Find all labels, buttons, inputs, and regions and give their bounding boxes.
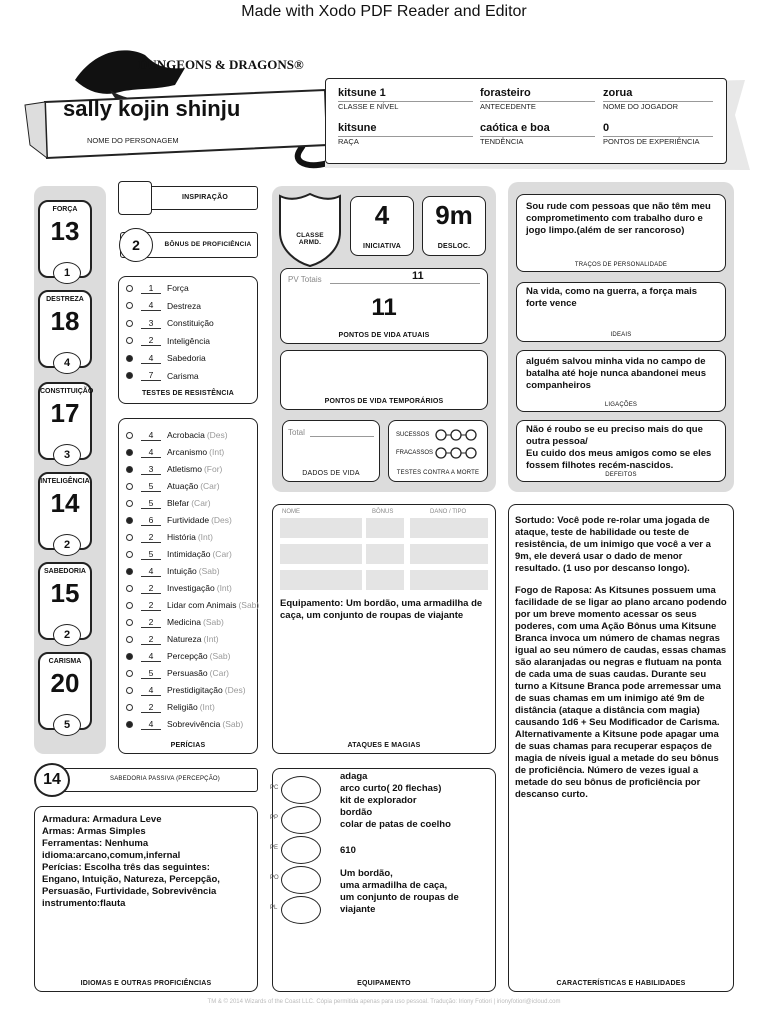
flaws-text-1: Não é roubo se eu preciso mais do que outra pessoa/ bbox=[526, 424, 703, 447]
skill-attribute: (Sab) bbox=[203, 617, 224, 627]
skill-name: Intimidação bbox=[167, 549, 211, 559]
features-label: CARACTERÍSTICAS E HABILIDADES bbox=[556, 980, 686, 987]
coin-label: PE bbox=[270, 845, 279, 851]
skill-value[interactable]: 3 bbox=[141, 464, 161, 475]
hit-dice-total-label: Total bbox=[288, 428, 305, 437]
skill-attribute: (Sab) bbox=[209, 651, 231, 661]
skill-name: Medicina bbox=[167, 617, 202, 627]
bonds-text: alguém salvou minha vida no campo de batalha até hoje nunca abandonei meus companheiros bbox=[526, 356, 707, 391]
proficiency-circle[interactable]: 2 bbox=[119, 228, 153, 262]
header-area bbox=[15, 30, 755, 170]
class-level-label: CLASSE E NÍVEL bbox=[338, 102, 399, 111]
skill-name: Investigação bbox=[167, 583, 215, 593]
skill-name: Prestidigitação bbox=[167, 685, 223, 695]
coin-box[interactable] bbox=[270, 866, 321, 894]
attack-cell[interactable] bbox=[366, 570, 404, 590]
equipment-item: kit de explorador bbox=[340, 795, 417, 806]
skill-attribute: (Car) bbox=[200, 481, 220, 491]
armor-class-shield-icon[interactable] bbox=[278, 192, 342, 268]
skill-row[interactable] bbox=[126, 479, 220, 493]
attribute-modifier[interactable]: 2 bbox=[53, 624, 81, 646]
skill-row[interactable] bbox=[126, 717, 243, 731]
skill-row[interactable] bbox=[126, 530, 213, 544]
attribute-name: CONSTITUIÇÃO bbox=[40, 388, 94, 395]
passive-perception-value[interactable]: 14 bbox=[34, 763, 70, 797]
skill-attribute: (Sab) bbox=[198, 566, 220, 576]
coin-label: PL bbox=[270, 905, 278, 911]
attribute-name: FORÇA bbox=[52, 206, 78, 213]
footer-text: TM & © 2014 Wizards of the Coast LLC. Cópia permitida apenas para uso pessoal. Tradução: Iriony Fotiori | irionyfotiori@icloud.com bbox=[207, 999, 561, 1005]
skill-attribute: (Des) bbox=[211, 515, 232, 525]
attacks-col-damage: DANO / TIPO bbox=[430, 509, 467, 515]
proficiency-dot-icon[interactable] bbox=[126, 704, 133, 711]
attribute-modifier[interactable]: 1 bbox=[53, 262, 81, 284]
attribute-name: CARISMA bbox=[48, 658, 82, 665]
attacks-text[interactable]: Equipamento: Um bordão, uma armadilha de caça, um conjunto de roupas de viajante bbox=[280, 598, 483, 621]
attribute-value[interactable]: 14 bbox=[50, 488, 80, 518]
initiative-value: 4 bbox=[374, 200, 390, 230]
alignment-value[interactable]: caótica e boa bbox=[480, 122, 550, 134]
inspiration-checkbox[interactable] bbox=[118, 181, 152, 215]
coin-label: PC bbox=[270, 785, 279, 791]
saving-throw-value[interactable]: 7 bbox=[141, 370, 161, 381]
skill-name: Blefar bbox=[167, 498, 190, 508]
saving-throw-row[interactable] bbox=[126, 316, 214, 330]
attribute-box[interactable] bbox=[38, 652, 92, 730]
armor-class-label: CLASSE ARMD. bbox=[296, 232, 324, 246]
skill-attribute: (Int) bbox=[203, 634, 219, 644]
attack-cell[interactable] bbox=[280, 518, 362, 538]
proficiency-dot-icon[interactable] bbox=[126, 449, 133, 456]
proficiency-dot-icon[interactable] bbox=[126, 500, 133, 507]
skill-value[interactable]: 2 bbox=[141, 583, 161, 594]
attribute-box[interactable] bbox=[38, 290, 92, 368]
initiative-label: INICIATIVA bbox=[363, 243, 401, 250]
skill-name: Sobrevivência bbox=[167, 719, 221, 729]
hit-dice-label: DADOS DE VIDA bbox=[302, 470, 360, 477]
xodo-banner: Made with Xodo PDF Reader and Editor bbox=[241, 3, 527, 20]
saving-throw-value[interactable]: 4 bbox=[141, 300, 161, 311]
attacks-label: ATAQUES E MAGIAS bbox=[347, 742, 421, 749]
skill-value[interactable]: 4 bbox=[141, 685, 161, 696]
skill-value[interactable]: 2 bbox=[141, 532, 161, 543]
language-line: Perícias: Escolha três das seguintes: bbox=[42, 862, 210, 873]
proficiency-dot-icon[interactable] bbox=[126, 302, 133, 309]
saving-throw-name: Constituição bbox=[167, 318, 214, 328]
attack-cell[interactable] bbox=[280, 570, 362, 590]
saving-throws-label: TESTES DE RESISTÊNCIA bbox=[141, 390, 235, 397]
language-line: instrumento:flauta bbox=[42, 898, 126, 909]
proficiency-dot-icon[interactable] bbox=[126, 534, 133, 541]
languages-text[interactable] bbox=[42, 814, 254, 910]
equipment-item: um conjunto de roupas de bbox=[340, 892, 459, 903]
saving-throw-value[interactable]: 1 bbox=[141, 283, 161, 294]
skill-name: Furtividade bbox=[167, 515, 210, 525]
skill-name: Atuação bbox=[167, 481, 199, 491]
saving-throw-name: Carisma bbox=[167, 370, 199, 381]
proficiency-dot-icon[interactable] bbox=[126, 551, 133, 558]
proficiency-dot-icon[interactable] bbox=[126, 285, 133, 292]
inspiration-label: INSPIRAÇÃO bbox=[182, 194, 228, 201]
skill-value[interactable]: 4 bbox=[141, 447, 161, 458]
attribute-name: INTELIGÊNCIA bbox=[40, 478, 90, 485]
attribute-value[interactable]: 15 bbox=[50, 578, 80, 608]
coin-label: PO bbox=[270, 875, 279, 881]
skill-attribute: (Des) bbox=[224, 685, 246, 695]
hp-temp-label: PONTOS DE VIDA TEMPORÁRIOS bbox=[324, 398, 444, 405]
attribute-value[interactable]: 13 bbox=[50, 216, 80, 246]
character-name[interactable]: sally kojin shinju bbox=[63, 96, 241, 121]
languages-label: IDIOMAS E OUTRAS PROFICIÊNCIAS bbox=[80, 980, 212, 987]
proficiency-dot-icon[interactable] bbox=[126, 619, 133, 626]
death-save-circles-icon[interactable] bbox=[434, 428, 482, 462]
skill-row[interactable] bbox=[126, 649, 230, 663]
skill-attribute: (Car) bbox=[212, 549, 232, 559]
saving-throw-value[interactable]: 2 bbox=[141, 335, 161, 346]
skill-row[interactable] bbox=[126, 496, 211, 510]
skill-value[interactable]: 5 bbox=[141, 481, 161, 492]
skill-value[interactable]: 2 bbox=[141, 634, 161, 645]
attribute-name: SABEDORIA bbox=[43, 568, 86, 575]
failures-label: FRACASSOS bbox=[396, 450, 434, 456]
xp-value[interactable]: 0 bbox=[603, 122, 610, 134]
proficiency-dot-icon[interactable] bbox=[126, 568, 133, 575]
skill-value[interactable]: 4 bbox=[141, 651, 161, 662]
proficiency-dot-icon[interactable] bbox=[126, 670, 133, 677]
proficiency-dot-icon[interactable] bbox=[126, 653, 133, 660]
saving-throw-value[interactable]: 3 bbox=[141, 318, 161, 329]
skill-attribute: (For) bbox=[203, 464, 223, 474]
attack-cell[interactable] bbox=[410, 544, 488, 564]
features-text-2[interactable]: Fogo de Raposa: As Kitsunes possuem uma facilidade de se ligar ao plano arcano podendo por um breve momento acessar os seus poderes, com uma Ação Bônus uma Kitsune Branca invoca um número de chamas negras igual ao seu número de caudas, essas chamas são alaranjadas ou negras e flutuam na ponta de cada uma de suas caudas. Durante seu turno a Kitsune Branca pode arremessar uma de suas chamas em um inimigo até 9m de distância (ataque a distância com magia) causando 1d6 + Seu Modificador de Carisma. Alternativamente a Kitsune pode apagar uma de suas chamas para recuperar espaços de magia de níveis igual a metade do seu bônus de proficiência. Número de vezes igual a metade do seu bônus de proficiência por descanso curto. bbox=[515, 585, 727, 800]
skill-attribute: (Int) bbox=[216, 583, 232, 593]
saving-throw-value[interactable]: 4 bbox=[141, 353, 161, 364]
skill-name: Arcanismo bbox=[167, 447, 208, 457]
bonds-label: LIGAÇÕES bbox=[604, 402, 638, 408]
skill-name: Religião bbox=[167, 702, 198, 712]
skill-attribute: (Int) bbox=[197, 532, 213, 542]
skill-attribute: (Sab) bbox=[222, 719, 244, 729]
saving-throw-name: Sabedoria bbox=[167, 353, 206, 363]
equipment-item: bordão bbox=[340, 807, 373, 818]
attribute-box[interactable] bbox=[38, 562, 92, 640]
skill-attribute: (Int) bbox=[209, 447, 225, 457]
coin-box[interactable] bbox=[270, 806, 321, 834]
attack-cell[interactable] bbox=[410, 518, 488, 538]
proficiency-dot-icon[interactable] bbox=[126, 721, 133, 728]
proficiency-dot-icon[interactable] bbox=[126, 602, 133, 609]
language-line: Ferramentas: Nenhuma bbox=[42, 838, 149, 849]
proficiency-dot-icon[interactable] bbox=[126, 355, 133, 362]
hp-total-label: PV Totais bbox=[288, 275, 322, 284]
equipment-items-2[interactable] bbox=[340, 868, 490, 916]
skill-name: Percepção bbox=[167, 651, 208, 661]
flaws-text-2: Eu cuido dos meus amigos como se eles fossem filhotes recém-nascidos. bbox=[526, 448, 712, 471]
flaws-label: DEFEITOS bbox=[605, 472, 637, 478]
saving-throw-row[interactable] bbox=[126, 369, 199, 383]
skill-name: Persuasão bbox=[167, 668, 208, 678]
attribute-modifier[interactable]: 4 bbox=[53, 352, 81, 374]
proficiency-dot-icon[interactable] bbox=[126, 372, 133, 379]
proficiency-dot-icon[interactable] bbox=[126, 517, 133, 524]
skill-value[interactable]: 4 bbox=[141, 430, 161, 441]
traits-text: Sou rude com pessoas que não têm meu comprometimento com trabalho duro e jogo limpo.(além de ser rancoroso) bbox=[526, 201, 711, 236]
saving-throw-row[interactable] bbox=[126, 334, 210, 348]
attribute-modifier[interactable]: 5 bbox=[53, 714, 81, 736]
attacks-box bbox=[272, 504, 496, 754]
proficiency-dot-icon[interactable] bbox=[126, 483, 133, 490]
skill-row[interactable] bbox=[126, 598, 259, 612]
skill-row[interactable] bbox=[126, 428, 228, 442]
skill-attribute: (Car) bbox=[209, 668, 229, 678]
player-value[interactable]: zorua bbox=[603, 87, 633, 99]
coin-box[interactable] bbox=[270, 896, 321, 924]
equipment-item: viajante bbox=[340, 904, 376, 915]
attribute-modifier[interactable]: 3 bbox=[53, 444, 81, 466]
ideals-text: Na vida, como na guerra, a força mais forte vence bbox=[526, 286, 698, 309]
attack-cell[interactable] bbox=[410, 570, 488, 590]
proficiency-label: BÔNUS DE PROFICIÊNCIA bbox=[164, 241, 252, 248]
proficiency-dot-icon[interactable] bbox=[126, 466, 133, 473]
ideals-label: IDEAIS bbox=[610, 332, 632, 338]
skill-row[interactable] bbox=[126, 615, 224, 629]
features-text-1[interactable]: Sortudo: Você pode re-rolar uma jogada de ataque, teste de habilidade ou teste de resistência, de um inimigo que você a ver a 9m, ele deverá usar o dado de menor resultado. (1 uso por descanso longo). bbox=[515, 515, 711, 574]
skill-name: Acrobacia bbox=[167, 430, 205, 440]
skill-name: Atletismo bbox=[167, 464, 202, 474]
coin-label: PP bbox=[270, 815, 279, 821]
proficiency-dot-icon[interactable] bbox=[126, 337, 133, 344]
attribute-name: DESTREZA bbox=[46, 296, 84, 303]
proficiency-dot-icon[interactable] bbox=[126, 432, 133, 439]
equipment-item: arco curto( 20 flechas) bbox=[340, 783, 442, 794]
language-line: idioma:arcano,comum,infernal bbox=[42, 850, 181, 861]
death-saves-label: TESTES CONTRA A MORTE bbox=[396, 470, 480, 476]
skill-row[interactable] bbox=[126, 666, 229, 680]
saving-throw-row[interactable] bbox=[126, 281, 189, 295]
equipment-gold[interactable]: 610 bbox=[340, 845, 356, 856]
saving-throw-name: Destreza bbox=[167, 300, 202, 311]
skill-attribute: (Sab) bbox=[238, 600, 260, 610]
successes-label: SUCESSOS bbox=[396, 432, 430, 438]
attribute-modifier[interactable]: 2 bbox=[53, 534, 81, 556]
skill-value[interactable]: 5 bbox=[141, 549, 161, 560]
player-label: NOME DO JOGADOR bbox=[603, 102, 679, 111]
background-value[interactable]: forasteiro bbox=[480, 87, 531, 99]
traits-label: TRAÇOS DE PERSONALIDADE bbox=[574, 262, 668, 268]
attack-cell[interactable] bbox=[280, 544, 362, 564]
skill-value[interactable]: 4 bbox=[141, 719, 161, 730]
attack-cell[interactable] bbox=[366, 544, 404, 564]
language-line: Engano, Intuição, Natureza, Percepção, bbox=[42, 874, 220, 885]
attacks-col-name: NOME bbox=[282, 509, 300, 515]
hp-current-value[interactable]: 11 bbox=[371, 294, 397, 321]
proficiency-dot-icon[interactable] bbox=[126, 585, 133, 592]
logo-text: DUNGEONS & DRAGONS® bbox=[138, 57, 304, 72]
skill-row[interactable] bbox=[126, 513, 232, 527]
equipment-item: uma armadilha de caça, bbox=[340, 880, 448, 891]
skill-name: Lidar com Animais bbox=[167, 600, 237, 610]
saving-throw-name: Inteligência bbox=[167, 335, 211, 346]
skill-attribute: (Int) bbox=[199, 702, 215, 712]
race-value[interactable]: kitsune bbox=[338, 122, 377, 134]
xp-label: PONTOS DE EXPERIÊNCIA bbox=[603, 137, 700, 146]
alignment-label: TENDÊNCIA bbox=[480, 137, 524, 146]
skill-name: Intuição bbox=[167, 566, 197, 576]
saving-throw-row[interactable] bbox=[126, 299, 201, 313]
skill-attribute: (Car) bbox=[191, 498, 211, 508]
coin-box[interactable] bbox=[270, 776, 321, 804]
equipment-item: Um bordão, bbox=[340, 868, 393, 879]
skill-value[interactable]: 2 bbox=[141, 702, 161, 713]
proficiency-dot-icon[interactable] bbox=[126, 320, 133, 327]
skill-row[interactable] bbox=[126, 632, 219, 646]
language-line: Persuasão, Furtividade, Sobrevivência bbox=[42, 886, 217, 897]
attribute-value[interactable]: 18 bbox=[50, 306, 80, 336]
language-line: Armadura: Armadura Leve bbox=[42, 814, 162, 825]
passive-perception-label: SABEDORIA PASSIVA (PERCEPÇÃO) bbox=[110, 776, 220, 782]
attribute-box[interactable] bbox=[38, 200, 92, 278]
coin-box[interactable] bbox=[270, 836, 321, 864]
skill-row[interactable] bbox=[126, 683, 246, 697]
saving-throw-row[interactable] bbox=[126, 351, 206, 365]
background-label: ANTECEDENTE bbox=[480, 102, 536, 111]
skill-row[interactable] bbox=[126, 547, 232, 561]
race-label: RAÇA bbox=[338, 137, 359, 146]
skill-value[interactable]: 2 bbox=[141, 617, 161, 628]
equipment-label: EQUIPAMENTO bbox=[357, 980, 411, 987]
skill-row[interactable] bbox=[126, 700, 215, 714]
skill-name: Natureza bbox=[167, 634, 202, 644]
attribute-box[interactable] bbox=[38, 472, 92, 550]
skill-row[interactable] bbox=[126, 445, 224, 459]
speed-label: DESLOC. bbox=[437, 243, 471, 250]
attribute-value[interactable]: 17 bbox=[50, 398, 80, 428]
speed-value: 9m bbox=[435, 200, 473, 230]
attacks-col-bonus: BÔNUS bbox=[372, 509, 394, 515]
hp-current-label: PONTOS DE VIDA ATUAIS bbox=[338, 332, 430, 339]
character-name-label: NOME DO PERSONAGEM bbox=[87, 136, 179, 145]
skill-value[interactable]: 5 bbox=[141, 498, 161, 509]
skill-value[interactable]: 4 bbox=[141, 566, 161, 577]
language-line: Armas: Armas Simples bbox=[42, 826, 146, 837]
class-level-value[interactable]: kitsune 1 bbox=[338, 87, 386, 99]
equipment-item: adaga bbox=[340, 771, 368, 782]
saving-throw-name: Força bbox=[167, 283, 189, 293]
skill-value[interactable]: 5 bbox=[141, 668, 161, 679]
hp-total-value[interactable]: 11 bbox=[412, 270, 424, 282]
attribute-value[interactable]: 20 bbox=[50, 668, 80, 698]
equipment-item: colar de patas de coelho bbox=[340, 819, 451, 830]
attack-cell[interactable] bbox=[366, 518, 404, 538]
proficiency-dot-icon[interactable] bbox=[126, 636, 133, 643]
skill-row[interactable] bbox=[126, 581, 232, 595]
skill-name: História bbox=[167, 532, 196, 542]
skill-row[interactable] bbox=[126, 462, 222, 476]
skill-row[interactable] bbox=[126, 564, 220, 578]
skill-value[interactable]: 6 bbox=[141, 515, 161, 526]
equipment-items-1[interactable] bbox=[340, 771, 490, 831]
attribute-box[interactable] bbox=[38, 382, 92, 460]
skill-attribute: (Des) bbox=[206, 430, 228, 440]
skill-value[interactable]: 2 bbox=[141, 600, 161, 611]
proficiency-dot-icon[interactable] bbox=[126, 687, 133, 694]
skills-label: PERÍCIAS bbox=[170, 742, 206, 749]
